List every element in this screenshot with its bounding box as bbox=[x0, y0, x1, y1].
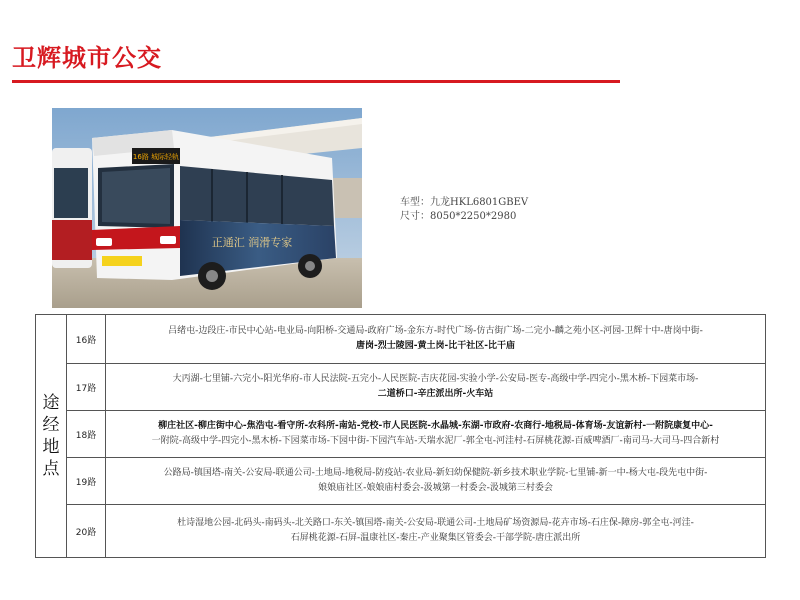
route-number: 16路 bbox=[67, 315, 106, 364]
route-number: 19路 bbox=[67, 458, 106, 505]
route-number: 20路 bbox=[67, 505, 106, 558]
table-row bbox=[36, 315, 766, 364]
bus-ad-text: 正通汇 润滑专家 bbox=[211, 236, 293, 249]
table-row bbox=[36, 458, 766, 505]
route-stops: 柳庄社区-柳庄街中心-焦浩屯-看守所-农科所-南站-党校-市人民医院-水晶城-东湖-市政府-农商行-地税局-体育场-友谊新村-一附院康复中心- 一附院-高级中学-四完小-黑木桥-下园菜市场-下园中街-下园汽车站-天瑞水泥厂-郭全屯-河洼村-石屏桃花源-百威啤酒厂-南司马-大司马-四合新村 bbox=[106, 411, 766, 458]
route-section-label: 途 经 地 点 bbox=[36, 315, 67, 558]
route-number: 17路 bbox=[67, 364, 106, 411]
vehicle-specs bbox=[400, 196, 528, 224]
route-number: 18路 bbox=[67, 411, 106, 458]
route-stops: 大丙湖-七里铺-六完小-阳光华府-市人民法院-五完小-人民医院-吉庆花园-实验小学-公安局-医专-高级中学-四完小-黑木桥-下园菜市场- 二道桥口-辛庄派出所-火车站 bbox=[106, 364, 766, 411]
page-title: 卫辉城市公交 bbox=[12, 44, 162, 72]
title-divider bbox=[12, 80, 620, 83]
table-row bbox=[36, 411, 766, 458]
table-row bbox=[36, 364, 766, 411]
table-row bbox=[36, 505, 766, 558]
vehicle-model: 车型：九龙HKL6801GBEV bbox=[400, 197, 529, 208]
main-bus bbox=[92, 130, 337, 290]
route-stops: 杜诗湿地公园-北码头-南码头-北关路口-东关-镇国塔-南关-公安局-联通公司-土地局矿场资源局-花卉市场-石庄保-障房-郭全屯-河洼- 石屏桃花源-石屏-温康社区-秦庄-产业聚集区管委会-干部学院-唐庄派出所 bbox=[106, 505, 766, 558]
destination-sign: 16路 城际轻轨 bbox=[132, 153, 180, 161]
bus-photo bbox=[52, 108, 362, 308]
background-bus bbox=[52, 148, 92, 268]
vehicle-size: 尺寸：8050*2250*2980 bbox=[400, 211, 517, 222]
route-stops: 公路局-镇国塔-南关-公安局-联通公司-土地局-地税局-防疫站-农业局-新妇幼保健院-新乡技术职业学院-七里铺-新一中-杨大屯-段先屯中街- 娘娘庙社区-娘娘庙村委会-汲城第一村委会-汲城第三村委会 bbox=[106, 458, 766, 505]
route-table bbox=[35, 314, 766, 558]
route-stops: 吕绪屯-边段庄-市民中心站-电业局-向阳桥-交通局-政府广场-金东方-时代广场-仿古街广场-二完小-麟之苑小区-河园-卫辉十中-唐岗中街- 唐岗-烈士陵园-黄土岗-比干社区-比干庙 bbox=[106, 315, 766, 364]
